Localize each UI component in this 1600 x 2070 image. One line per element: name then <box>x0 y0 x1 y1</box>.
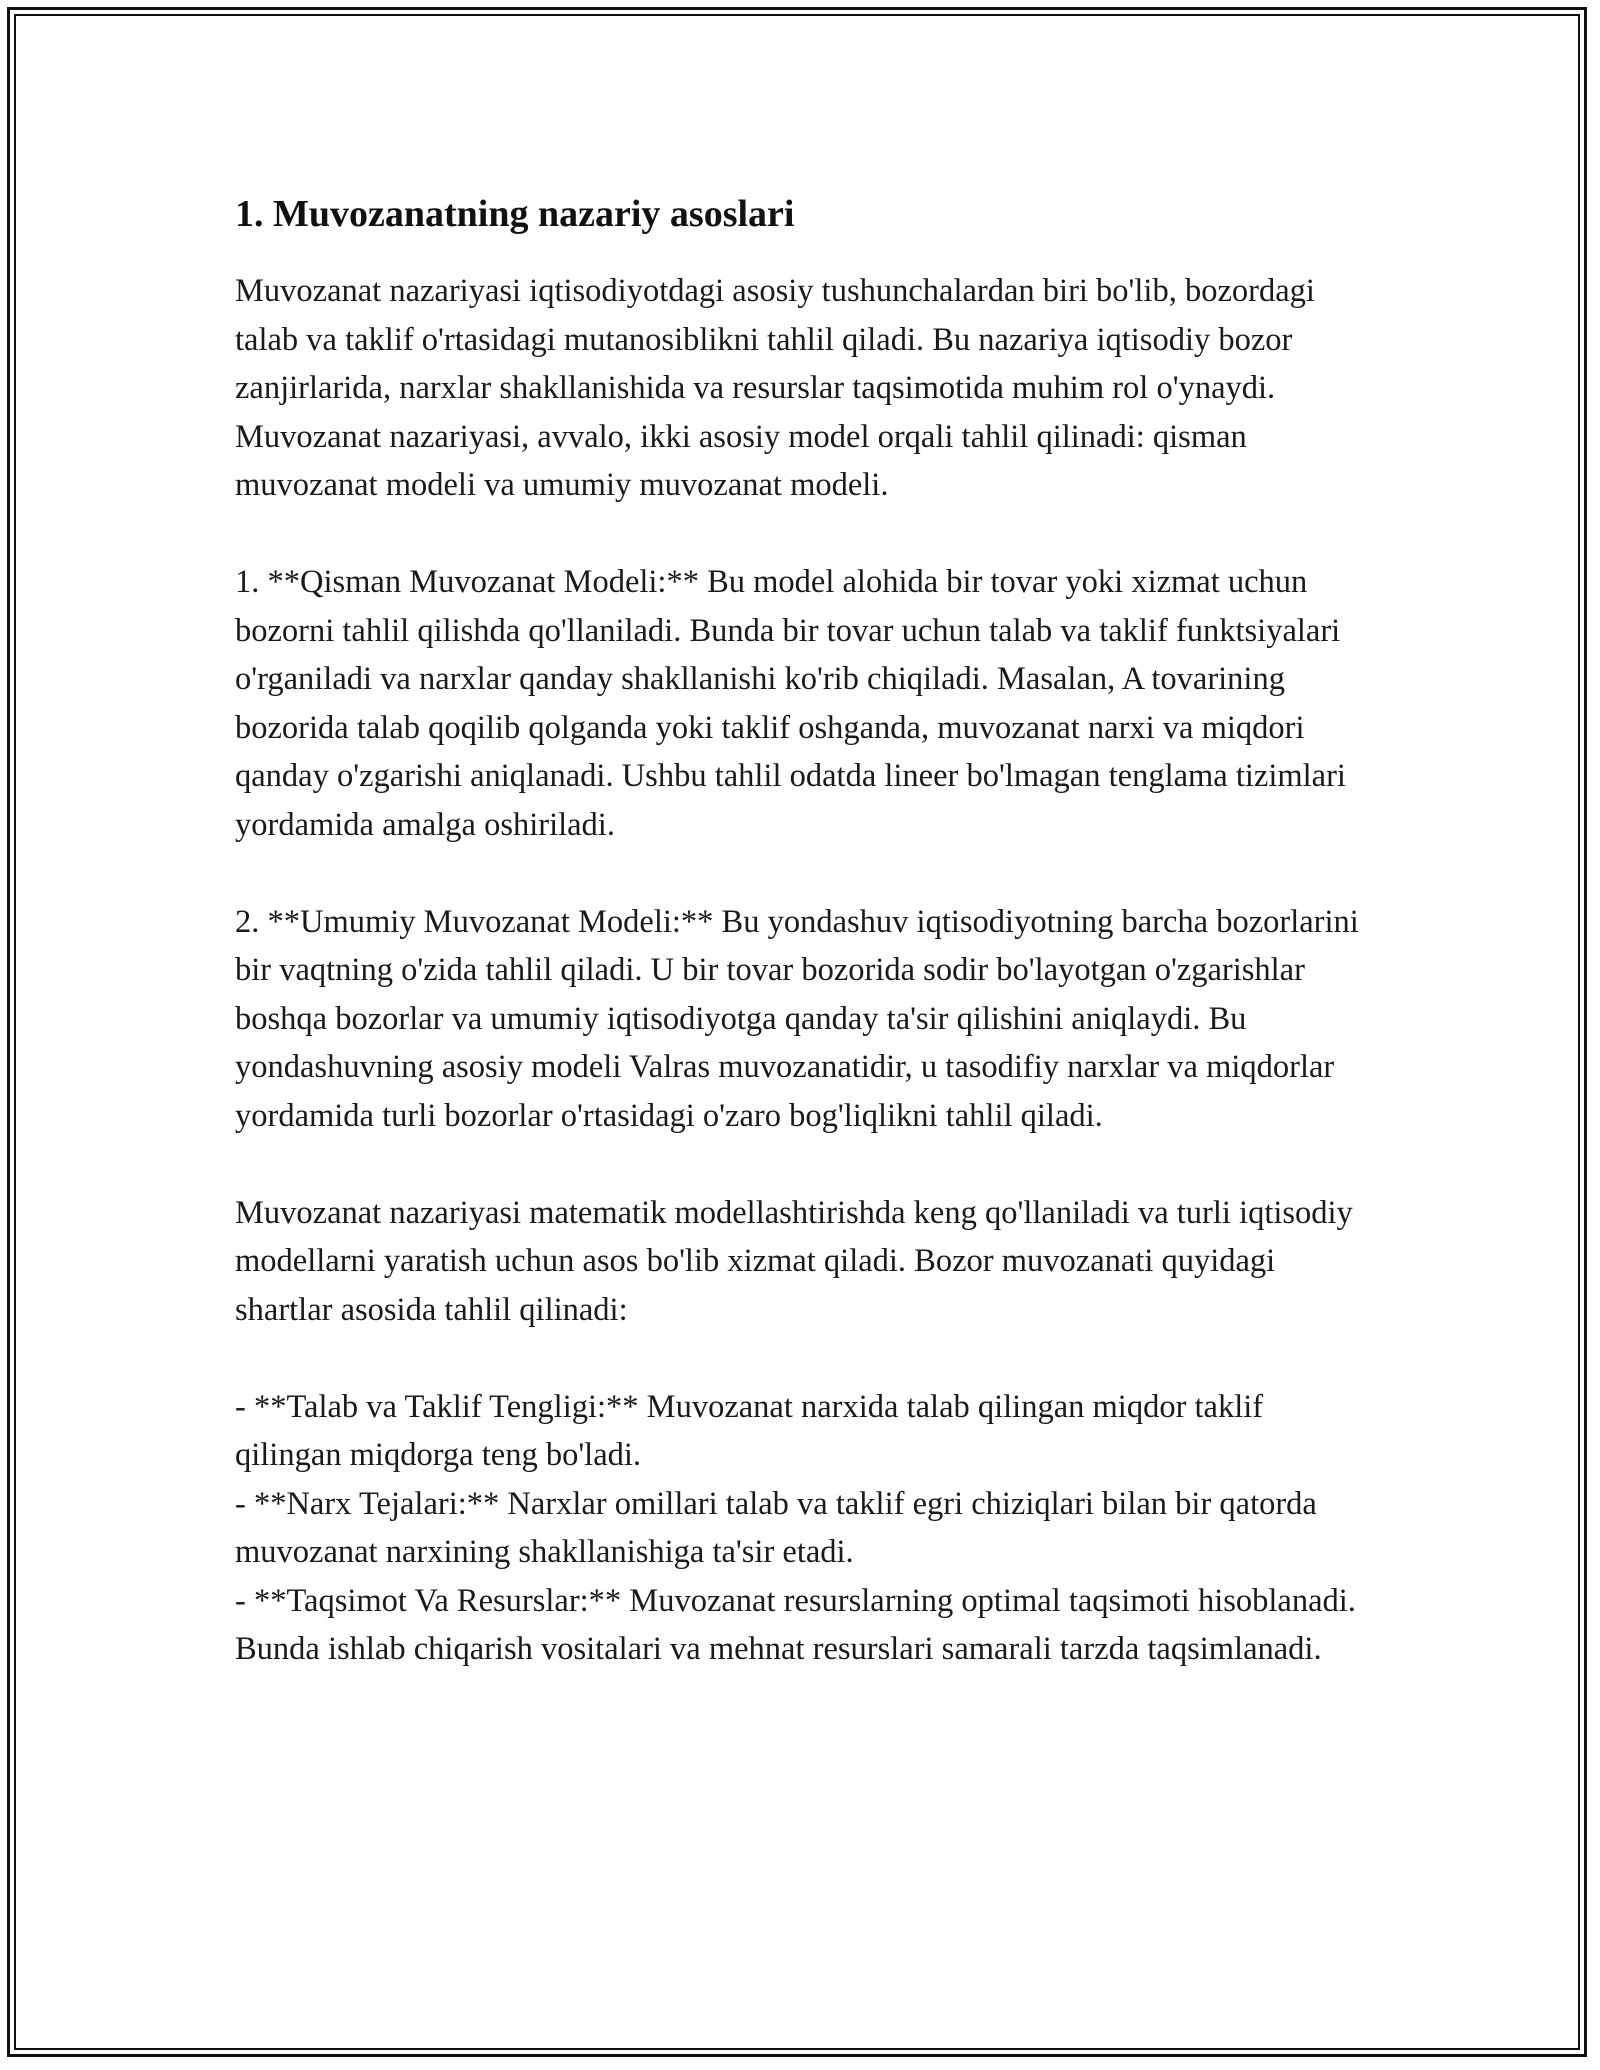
paragraph-gap <box>235 849 1365 898</box>
intro-paragraph: Muvozanat nazariyasi iqtisodiyotdagi asosiy tushunchalardan biri bo'lib, bozordagi talab va taklif o'rtasidagi mutanosiblikni tahlil qiladi. Bu nazariya iqtisodiy bozor zanjirlarida, narxlar shakllanishida va resurslar taqsimotida muhim rol o'ynaydi. Muvozanat nazariyasi, avvalo, ikki asosiy model orqali tahlil qilinadi: qisman muvozanat modeli va umumiy muvozanat modeli. <box>235 273 1315 503</box>
bullet-item: - **Talab va Taklif Tengligi:** Muvozanat narxida talab qilingan miqdor taklif qilingan miqdorga teng bo'ladi. <box>235 1388 1264 1473</box>
bullet-item: - **Narx Tejalari:** Narxlar omillari talab va taklif egri chiziqlari bilan bir qatorda muvozanat narxining shakllanishiga ta'sir etadi. <box>235 1485 1317 1570</box>
general-equilibrium-paragraph: 2. **Umumiy Muvozanat Modeli:** Bu yondashuv iqtisodiyotning barcha bozorlarini bir vaqtning o'zida tahlil qiladi. U bir tovar bozorida sodir bo'layotgan o'zgarishlar boshqa bozorlar va umumiy iqtisodiyotga qanday ta'sir qilishini aniqlaydi. Bu yondashuvning asosiy modeli Valras muvozanatidir, u tasodifiy narxlar va miqdorlar yordamida turli bozorlar o'rtasidagi o'zaro bog'liqlikni tahlil qiladi. <box>235 903 1359 1134</box>
partial-equilibrium-paragraph: 1. **Qisman Muvozanat Modeli:** Bu model alohida bir tovar yoki xizmat uchun bozorni tahlil qilishda qo'llaniladi. Bunda bir tovar uchun talab va taklif funktsiyalari o'rganiladi va narxlar qanday shakllanishi ko'rib chiqiladi. Masalan, A tovarining bozorida talab qoqilib qolganda yoki taklif oshganda, muvozanat narxi va miqdori qanday o'zgarishi aniqlanadi. Ushbu tahlil odatda lineer bo'lmagan tenglama tizimlari yordamida amalga oshiriladi. <box>235 564 1346 843</box>
bullet-item: - **Taqsimot Va Resurslar:** Muvozanat resurslarning optimal taqsimoti hisoblanadi. Bunda ishlab chiqarish vositalari va mehnat resurslari samarali tarzda taqsimlanadi. <box>235 1582 1356 1667</box>
paragraph-gap <box>235 510 1365 559</box>
paragraph-gap <box>235 1140 1365 1189</box>
document-body <box>235 185 1365 1674</box>
paragraph-gap <box>235 1334 1365 1383</box>
conditions-intro-paragraph: Muvozanat nazariyasi matematik modellashtirishda keng qo'llaniladi va turli iqtisodiy modellarni yaratish uchun asos bo'lib xizmat qiladi. Bozor muvozanati quyidagi shartlar asosida tahlil qilinadi: <box>235 1194 1353 1328</box>
section-heading: 1. Muvozanatning nazariy asoslari <box>235 193 795 235</box>
